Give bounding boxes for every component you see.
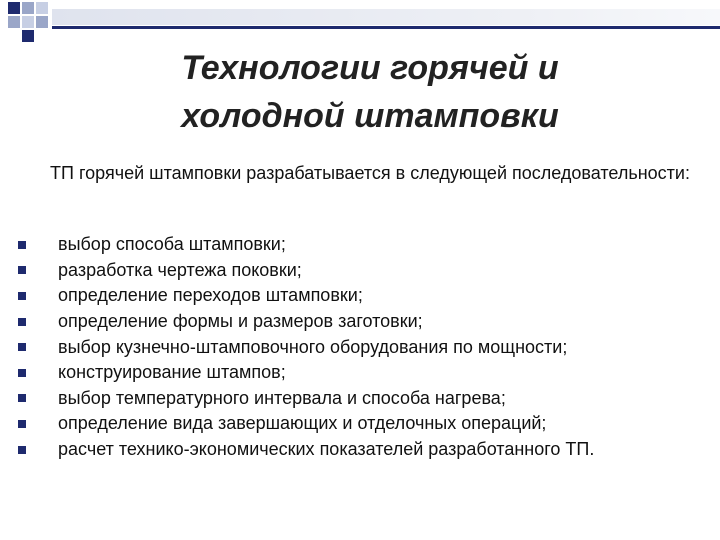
square-bullet-icon — [18, 343, 26, 351]
list-item — [18, 360, 718, 386]
header-band — [52, 9, 720, 25]
decor-square — [8, 16, 20, 28]
slide-title-line-1: Технологии горячей и — [181, 49, 559, 87]
list-item-text: определение формы и размеров заготовки; — [58, 311, 423, 332]
square-bullet-icon — [18, 394, 26, 402]
square-bullet-icon — [18, 266, 26, 274]
square-bullet-icon — [18, 292, 26, 300]
slide-title — [60, 44, 680, 140]
list-item-text: разработка чертежа поковки; — [58, 259, 302, 280]
list-item-text: конструирование штампов; — [58, 362, 286, 383]
bullet-list — [18, 232, 718, 462]
list-item-text: определение вида завершающих и отделочных операций; — [58, 413, 547, 434]
list-item-text: расчет технико-экономических показателей разработанного ТП. — [58, 439, 595, 460]
list-item — [18, 258, 718, 284]
list-item — [18, 411, 718, 437]
header-rule — [52, 26, 720, 29]
list-item-text: выбор температурного интервала и способа нагрева; — [58, 387, 506, 408]
list-item — [18, 334, 718, 360]
slide-title-line-2: холодной штамповки — [181, 97, 559, 135]
decor-square — [36, 2, 48, 14]
decor-square — [22, 2, 34, 14]
list-item — [18, 283, 718, 309]
decor-square-dark — [22, 30, 34, 42]
list-item — [18, 309, 718, 335]
list-item — [18, 232, 718, 258]
square-bullet-icon — [18, 369, 26, 377]
decor-square-dark — [8, 2, 20, 14]
decor-square — [22, 16, 34, 28]
list-item — [18, 386, 718, 412]
list-item-text: выбор кузнечно-штамповочного оборудования по мощности; — [58, 336, 568, 357]
square-bullet-icon — [18, 318, 26, 326]
list-item-text: выбор способа штамповки; — [58, 234, 286, 255]
intro-text: ТП горячей штамповки разрабатывается в следующей последовательности: — [50, 163, 690, 183]
square-bullet-icon — [18, 241, 26, 249]
list-item-text: определение переходов штамповки; — [58, 285, 363, 306]
square-bullet-icon — [18, 420, 26, 428]
decor-square — [36, 16, 48, 28]
list-item — [18, 437, 718, 463]
square-bullet-icon — [18, 446, 26, 454]
